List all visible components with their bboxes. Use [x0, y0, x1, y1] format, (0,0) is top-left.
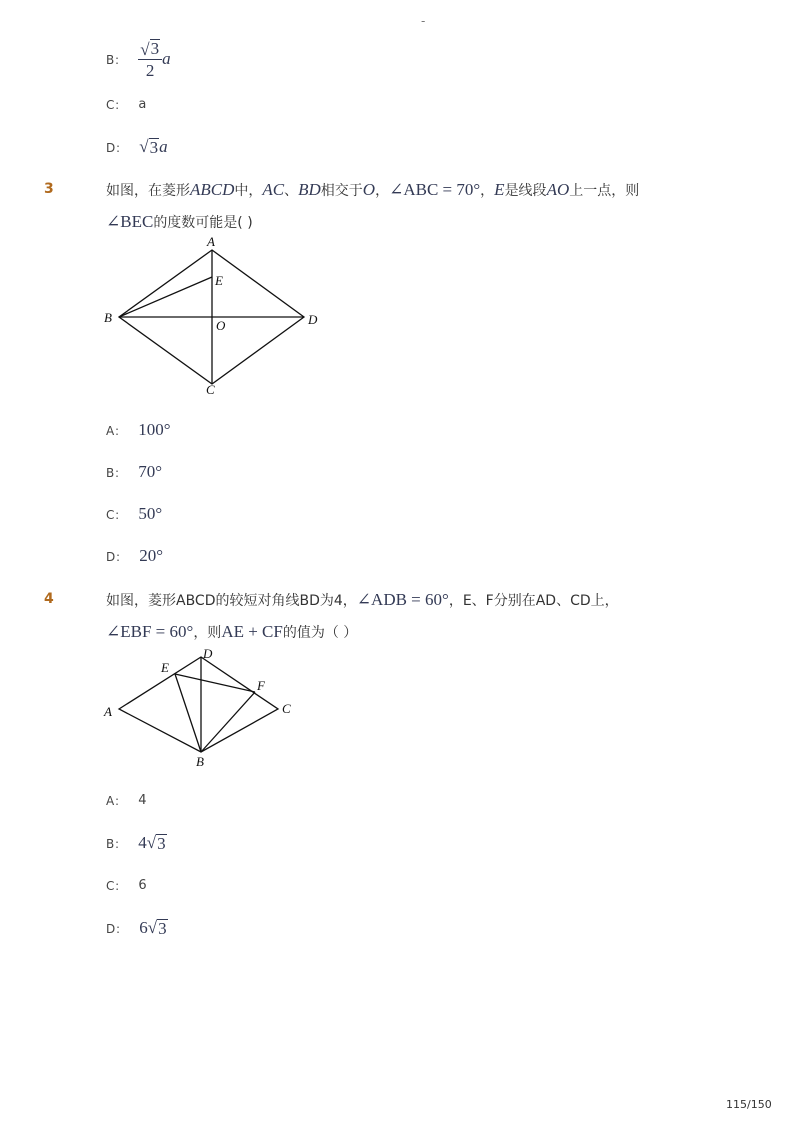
- q3-option-d: D： 20°: [106, 546, 164, 565]
- rhombus-abcd: [119, 657, 278, 752]
- label-a: A: [207, 234, 215, 249]
- rhombus-figure-q3: [95, 232, 335, 402]
- fraction: √ 3 2: [138, 39, 162, 79]
- label-b: B: [196, 754, 204, 769]
- option-letter: B：: [106, 52, 127, 67]
- question-text-line: 如图，在菱形ABCD中，AC、BD相交于O，∠ABC = 70°，E是线段AO上一点，则: [106, 180, 640, 199]
- question-number: 4: [44, 591, 54, 607]
- sqrt: √ 3: [139, 137, 159, 158]
- q4-option-b: B： 4√ 3: [106, 833, 166, 854]
- page-number: 115/150: [726, 1098, 772, 1111]
- top-mark: -: [421, 14, 426, 28]
- label-d: D: [203, 646, 213, 661]
- sqrt: √ 3: [138, 39, 162, 60]
- q2-option-c: C： a: [106, 97, 147, 112]
- label-e: E: [215, 273, 223, 288]
- label-c: C: [206, 382, 215, 397]
- label-d: D: [308, 312, 318, 327]
- label-f: F: [257, 678, 265, 693]
- segment-ef: [175, 674, 255, 692]
- q4-option-d: D： 6√ 3: [106, 918, 167, 939]
- label-e: E: [161, 660, 169, 675]
- question-text-line: 如图，菱形ABCD的较短对角线BD为4，∠ADB = 60°，E、F分别在AD、CD上，: [106, 590, 619, 609]
- sqrt: √ 3: [146, 833, 166, 854]
- q4-option-c: C： 6: [106, 878, 147, 893]
- q3-option-b: B： 70°: [106, 462, 163, 481]
- rhombus-figure-q4: [95, 642, 315, 772]
- q2-option-b: B： √ 3 2 a: [106, 39, 171, 80]
- sqrt: √ 3: [147, 918, 167, 939]
- label-c: C: [282, 701, 291, 716]
- q3-option-c: C： 50°: [106, 504, 163, 523]
- question-text-line: ∠BEC的度数可能是( ): [106, 212, 253, 231]
- q3-option-a: A： 100°: [106, 420, 171, 439]
- label-a: A: [104, 704, 112, 719]
- question-number: 3: [44, 181, 54, 197]
- q4-option-a: A： 4: [106, 793, 147, 808]
- segment-bf: [201, 692, 255, 752]
- label-o: O: [216, 318, 226, 333]
- q2-option-d: D： √ 3 a: [106, 137, 168, 158]
- label-b: B: [104, 310, 112, 325]
- question-text-line: ∠EBF = 60°，则AE + CF的值为（ ）: [106, 622, 358, 641]
